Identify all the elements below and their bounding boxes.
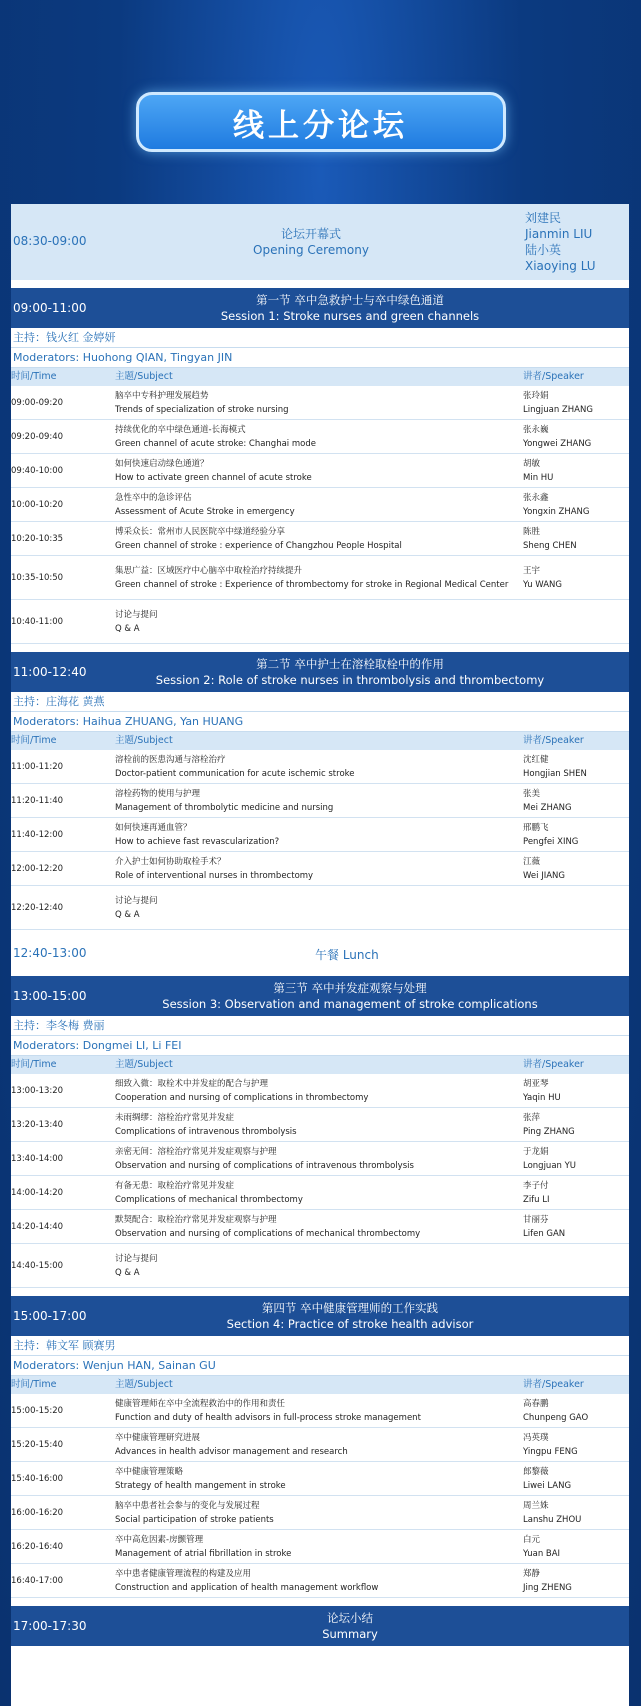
- agenda-row: [11, 1462, 629, 1496]
- spacer: [11, 1598, 629, 1606]
- agenda-subject: [115, 787, 333, 815]
- subject-en: Advances in health advisor management and research: [115, 1446, 348, 1457]
- agenda-speaker: [523, 1567, 572, 1595]
- summary-header: [11, 1606, 629, 1646]
- agenda-time: 11:00-11:20: [11, 761, 64, 772]
- agenda-speaker: [523, 389, 593, 417]
- agenda-row: [11, 1530, 629, 1564]
- subject-zh: 博采众长：常州市人民医院卒中绿道经验分享: [115, 526, 286, 537]
- col-subject-label: 主题/Subject: [115, 1379, 173, 1390]
- agenda-time: 12:20-12:40: [11, 902, 64, 913]
- agenda-time: 10:40-11:00: [11, 616, 64, 627]
- agenda-subject: [115, 821, 279, 849]
- agenda-subject: [115, 1567, 378, 1595]
- lunch-row: [11, 938, 629, 968]
- agenda-speaker: [523, 1533, 560, 1561]
- speaker-zh: 胡敏: [523, 458, 541, 469]
- subject-zh: 讨论与提问: [115, 609, 158, 620]
- speaker-zh: 郑静: [523, 1568, 541, 1579]
- speaker-en: Liwei LANG: [523, 1480, 572, 1491]
- opening-speaker: Jianmin LIU: [525, 227, 593, 241]
- agenda-time: 14:20-14:40: [11, 1221, 64, 1232]
- speaker-zh: 李子付: [523, 1180, 549, 1191]
- subject-zh: 如何快速启动绿色通道？: [115, 458, 209, 469]
- column-header: [11, 1376, 629, 1394]
- agenda-row: [11, 386, 629, 420]
- subject-en: Cooperation and nursing of complications in thrombectomy: [115, 1092, 369, 1103]
- agenda-subject: [115, 608, 158, 636]
- opening-row: [11, 204, 629, 280]
- agenda-speaker: [523, 753, 587, 781]
- subject-en: Social participation of stroke patients: [115, 1514, 274, 1525]
- subject-zh: 脑卒中专科护理发展趋势: [115, 390, 209, 401]
- speaker-en: Chunpeng GAO: [523, 1412, 589, 1423]
- speaker-zh: 高春鹏: [523, 1398, 549, 1409]
- subject-zh: 细致入微：取栓术中并发症的配合与护理: [115, 1078, 269, 1089]
- agenda-speaker: [523, 525, 577, 553]
- agenda-subject: [115, 1397, 421, 1425]
- agenda-subject: [115, 389, 289, 417]
- agenda-time: 11:20-11:40: [11, 795, 64, 806]
- agenda-subject: [115, 753, 355, 781]
- subject-en: Q & A: [115, 909, 140, 920]
- speaker-zh: 沈红健: [523, 754, 549, 765]
- speaker-zh: 张永巍: [523, 424, 549, 435]
- sessions-container: [11, 280, 629, 1606]
- moderators-en: Moderators: Dongmei LI, Li FEI: [11, 1036, 629, 1056]
- agenda-time: 15:20-15:40: [11, 1439, 64, 1450]
- agenda-row: [11, 886, 629, 930]
- agenda-subject: [115, 1213, 420, 1241]
- agenda-speaker: [523, 1077, 561, 1105]
- col-time-label: 时间/Time: [11, 1379, 57, 1390]
- agenda-time: 13:00-13:20: [11, 1085, 64, 1096]
- subject-zh: 介入护士如何协助取栓手术？: [115, 856, 226, 867]
- session-title-zh: 第三节 卒中并发症观察与处理: [273, 981, 427, 995]
- moderators-zh: 主持：钱火红 金婷妍: [11, 328, 629, 348]
- moderators-en: Moderators: Haihua ZHUANG, Yan HUANG: [11, 712, 629, 732]
- speaker-zh: 胡亚琴: [523, 1078, 549, 1089]
- agenda-row: [11, 818, 629, 852]
- column-header: [11, 732, 629, 750]
- moderators-en: Moderators: Huohong QIAN, Tingyan JIN: [11, 348, 629, 368]
- subject-zh: 卒中患者健康管理流程的构建及应用: [115, 1568, 252, 1579]
- opening-speaker: 刘建民: [525, 211, 562, 225]
- summary-time: 17:00-17:30: [13, 1619, 87, 1633]
- speaker-zh: 于龙娟: [523, 1146, 549, 1157]
- session-time: 15:00-17:00: [13, 1309, 87, 1323]
- agenda-time: 10:35-10:50: [11, 572, 64, 583]
- subject-en: Green channel of stroke : Experience of thrombectomy for stroke in Regional Medical Center: [115, 579, 509, 590]
- session-title: [101, 292, 599, 324]
- speaker-en: Jing ZHENG: [523, 1582, 572, 1593]
- subject-zh: 健康管理师在卒中全流程救治中的作用和责任: [115, 1398, 286, 1409]
- agenda-row: [11, 600, 629, 644]
- agenda-subject: [115, 1499, 274, 1527]
- subject-zh: 脑卒中患者社会参与的变化与发展过程: [115, 1500, 260, 1511]
- col-subject-label: 主题/Subject: [115, 735, 173, 746]
- agenda-time: 11:40-12:00: [11, 829, 64, 840]
- col-subject-label: 主题/Subject: [115, 371, 173, 382]
- subject-en: Observation and nursing of complications of mechanical thrombectomy: [115, 1228, 421, 1239]
- spacer: [11, 644, 629, 652]
- agenda-time: 14:40-15:00: [11, 1260, 64, 1271]
- agenda-speaker: [523, 491, 590, 519]
- agenda-subject: [115, 855, 313, 883]
- speaker-zh: 白元: [523, 1534, 541, 1545]
- subject-zh: 有备无患：取栓治疗常见并发症: [115, 1180, 235, 1191]
- session-time: 09:00-11:00: [13, 301, 87, 315]
- lunch-label: 午餐 Lunch: [315, 948, 379, 962]
- agenda-subject: [115, 423, 316, 451]
- speaker-en: Lingjuan ZHANG: [523, 404, 593, 415]
- speaker-en: Lifen GAN: [523, 1228, 566, 1239]
- opening-title-zh: 论坛开幕式: [280, 227, 341, 241]
- moderators-en: Moderators: Wenjun HAN, Sainan GU: [11, 1356, 629, 1376]
- subject-en: Management of atrial fibrillation in stroke: [115, 1548, 292, 1559]
- agenda-time: 14:00-14:20: [11, 1187, 64, 1198]
- speaker-zh: 张美: [523, 788, 541, 799]
- agenda-subject: [115, 1179, 303, 1207]
- agenda-row: [11, 852, 629, 886]
- subject-zh: 未雨绸缪：溶栓治疗常见并发症: [115, 1112, 235, 1123]
- subject-en: Green channel of stroke : experience of Changzhou People Hospital: [115, 540, 402, 551]
- agenda-time: 15:00-15:20: [11, 1405, 64, 1416]
- agenda-row: [11, 1210, 629, 1244]
- agenda-row: [11, 1176, 629, 1210]
- session-header: [11, 288, 629, 328]
- speaker-zh: 邢鹏飞: [523, 822, 549, 833]
- speaker-en: Yuan BAI: [523, 1548, 561, 1559]
- spacer: [11, 1288, 629, 1296]
- agenda-row: [11, 454, 629, 488]
- speaker-en: Zifu LI: [523, 1194, 550, 1205]
- agenda-time: 15:40-16:00: [11, 1473, 64, 1484]
- subject-zh: 急性卒中的急诊评估: [115, 492, 192, 503]
- session-header: [11, 652, 629, 692]
- agenda-row: [11, 1108, 629, 1142]
- agenda-subject: [115, 1077, 368, 1105]
- agenda-row: [11, 1074, 629, 1108]
- agenda-subject: [115, 1145, 414, 1173]
- agenda-row: [11, 522, 629, 556]
- speaker-zh: 冯英璞: [523, 1432, 549, 1443]
- col-speaker-label: 讲者/Speaker: [523, 371, 584, 382]
- spacer: [11, 280, 629, 288]
- agenda-time: 09:20-09:40: [11, 431, 64, 442]
- agenda-speaker: [523, 1465, 571, 1493]
- agenda-time: 13:40-14:00: [11, 1153, 64, 1164]
- opening-speaker: 陆小英: [525, 243, 562, 257]
- spacer: [11, 968, 629, 976]
- speaker-en: Mei ZHANG: [523, 802, 572, 813]
- agenda-speaker: [523, 787, 572, 815]
- agenda-speaker: [523, 423, 591, 451]
- speaker-zh: 张玲娟: [523, 390, 549, 401]
- session-header: [11, 976, 629, 1016]
- col-time-label: 时间/Time: [11, 735, 57, 746]
- session-title-en: Session 2: Role of stroke nurses in thrombolysis and thrombectomy: [155, 673, 545, 687]
- speaker-en: Pengfei XING: [523, 836, 579, 847]
- session-title-en: Section 4: Practice of stroke health advisor: [226, 1317, 474, 1331]
- session-title: [101, 980, 599, 1012]
- session-time: 13:00-15:00: [13, 989, 87, 1003]
- agenda-row: [11, 1428, 629, 1462]
- agenda-time: 10:20-10:35: [11, 533, 64, 544]
- speaker-en: Hongjian SHEN: [523, 768, 587, 779]
- subject-en: Q & A: [115, 623, 140, 634]
- speaker-zh: 郎黎薇: [523, 1466, 549, 1477]
- session-title: [101, 1300, 599, 1332]
- agenda-subject: [115, 1111, 297, 1139]
- speaker-zh: 周兰姝: [523, 1500, 549, 1511]
- moderators-zh: 主持：李冬梅 费丽: [11, 1016, 629, 1036]
- subject-en: Strategy of health mangement in stroke: [115, 1480, 286, 1491]
- agenda-speaker: [523, 1179, 550, 1207]
- agenda-row: [11, 1394, 629, 1428]
- agenda-speaker: [523, 1145, 576, 1173]
- agenda-subject: [115, 1465, 286, 1493]
- agenda-speaker: [523, 855, 565, 883]
- subject-zh: 卒中高危因素-房颤管理: [115, 1534, 204, 1545]
- speaker-en: Sheng CHEN: [523, 540, 577, 551]
- subject-en: Complications of mechanical thrombectomy: [115, 1194, 303, 1205]
- subject-zh: 讨论与提问: [115, 895, 158, 906]
- subject-en: Complications of intravenous thrombolysis: [115, 1126, 297, 1137]
- subject-zh: 默契配合：取栓治疗常见并发症观察与护理: [115, 1214, 277, 1225]
- agenda-time: 16:00-16:20: [11, 1507, 64, 1518]
- session-title: [101, 656, 599, 688]
- agenda-speaker: [523, 1213, 565, 1241]
- subject-en: Observation and nursing of complications of intravenous thrombolysis: [115, 1160, 414, 1171]
- agenda-subject: [115, 1431, 348, 1459]
- opening-time: 08:30-09:00: [13, 234, 87, 248]
- speaker-zh: 张永鑫: [523, 492, 549, 503]
- column-header: [11, 368, 629, 386]
- subject-zh: 溶栓药物的使用与护理: [115, 788, 201, 799]
- schedule-sheet: [11, 204, 629, 1706]
- col-subject-label: 主题/Subject: [115, 1059, 173, 1070]
- session-title-en: Session 1: Stroke nurses and green channels: [220, 309, 480, 323]
- col-time-label: 时间/Time: [11, 371, 57, 382]
- subject-zh: 卒中健康管理策略: [115, 1466, 184, 1477]
- agenda-row: [11, 1564, 629, 1598]
- agenda-time: 09:40-10:00: [11, 465, 64, 476]
- summary-title-zh: 论坛小结: [327, 1611, 373, 1625]
- speaker-zh: 张萍: [523, 1112, 541, 1123]
- subject-zh: 亲密无间：溶栓治疗常见并发症观察与护理: [115, 1146, 277, 1157]
- spacer: [11, 930, 629, 938]
- opening-title-en: Opening Ceremony: [253, 243, 369, 257]
- agenda-subject: [115, 525, 402, 553]
- agenda-row: [11, 1244, 629, 1288]
- speaker-en: Yingpu FENG: [523, 1446, 578, 1457]
- subject-zh: 如何快速再通血管？: [115, 822, 192, 833]
- speaker-zh: 陈胜: [523, 526, 541, 537]
- agenda-subject: [115, 564, 508, 592]
- speaker-en: Yaqin HU: [523, 1092, 561, 1103]
- subject-en: Green channel of acute stroke: Changhai mode: [115, 438, 316, 449]
- subject-zh: 讨论与提问: [115, 1253, 158, 1264]
- session-title-en: Session 3: Observation and management of stroke complications: [162, 997, 538, 1011]
- speaker-zh: 江薇: [523, 856, 541, 867]
- speaker-en: Longjuan YU: [523, 1160, 577, 1171]
- subject-en: Management of thrombolytic medicine and nursing: [115, 802, 334, 813]
- speaker-zh: 王宇: [523, 565, 541, 576]
- subject-zh: 集思广益：区域医疗中心脑卒中取栓治疗持续提升: [115, 565, 303, 576]
- speaker-en: Yu WANG: [523, 579, 563, 590]
- agenda-speaker: [523, 1431, 578, 1459]
- agenda-speaker: [523, 821, 578, 849]
- session-header: [11, 1296, 629, 1336]
- agenda-speaker: [523, 1111, 575, 1139]
- agenda-row: [11, 784, 629, 818]
- speaker-en: Wei JIANG: [523, 870, 565, 881]
- page-title: 线上分论坛: [136, 92, 506, 152]
- summary-title-en: Summary: [322, 1627, 378, 1641]
- col-time-label: 时间/Time: [11, 1059, 57, 1070]
- subject-zh: 持续优化的卒中绿色通道-长海模式: [115, 424, 246, 435]
- agenda-time: 10:00-10:20: [11, 499, 64, 510]
- session-title-zh: 第四节 卒中健康管理师的工作实践: [261, 1301, 439, 1315]
- subject-zh: 卒中健康管理研究进展: [115, 1432, 201, 1443]
- col-speaker-label: 讲者/Speaker: [523, 1059, 584, 1070]
- session-time: 11:00-12:40: [13, 665, 87, 679]
- agenda-row: [11, 750, 629, 784]
- subject-en: Trends of specialization of stroke nursing: [115, 404, 289, 415]
- agenda-speaker: [523, 1499, 581, 1527]
- speaker-en: Lanshu ZHOU: [523, 1514, 582, 1525]
- subject-en: How to activate green channel of acute stroke: [115, 472, 312, 483]
- speaker-en: Yongwei ZHANG: [523, 438, 592, 449]
- subject-en: How to achieve fast revascularization?: [115, 836, 280, 847]
- agenda-row: [11, 488, 629, 522]
- moderators-zh: 主持：庄海花 黄燕: [11, 692, 629, 712]
- agenda-row: [11, 420, 629, 454]
- agenda-row: [11, 556, 629, 600]
- subject-en: Role of interventional nurses in thrombectomy: [115, 870, 314, 881]
- moderators-zh: 主持：韩文军 顾赛男: [11, 1336, 629, 1356]
- column-header: [11, 1056, 629, 1074]
- speaker-en: Min HU: [523, 472, 554, 483]
- speaker-en: Ping ZHANG: [523, 1126, 575, 1137]
- agenda-subject: [115, 1252, 158, 1280]
- agenda-subject: [115, 1533, 291, 1561]
- subject-zh: 溶栓前的医患沟通与溶栓治疗: [115, 754, 226, 765]
- session-title-zh: 第二节 卒中护士在溶栓取栓中的作用: [256, 657, 444, 671]
- col-speaker-label: 讲者/Speaker: [523, 735, 584, 746]
- agenda-speaker: [523, 457, 553, 485]
- session-title-zh: 第一节 卒中急救护士与卒中绿色通道: [256, 293, 444, 307]
- agenda-time: 13:20-13:40: [11, 1119, 64, 1130]
- speaker-zh: 甘丽芬: [523, 1214, 549, 1225]
- agenda-subject: [115, 457, 312, 485]
- agenda-time: 12:00-12:20: [11, 863, 64, 874]
- agenda-time: 09:00-09:20: [11, 397, 64, 408]
- subject-en: Function and duty of health advisors in full-process stroke management: [115, 1412, 421, 1423]
- col-speaker-label: 讲者/Speaker: [523, 1379, 584, 1390]
- subject-en: Construction and application of health management workflow: [115, 1582, 379, 1593]
- lunch-time: 12:40-13:00: [13, 946, 87, 960]
- speaker-en: Yongxin ZHANG: [523, 506, 590, 517]
- agenda-speaker: [523, 1397, 588, 1425]
- agenda-row: [11, 1496, 629, 1530]
- agenda-row: [11, 1142, 629, 1176]
- subject-en: Doctor-patient communication for acute ischemic stroke: [115, 768, 355, 779]
- agenda-time: 16:20-16:40: [11, 1541, 64, 1552]
- agenda-speaker: [523, 564, 562, 592]
- agenda-time: 16:40-17:00: [11, 1575, 64, 1586]
- subject-en: Assessment of Acute Stroke in emergency: [115, 506, 295, 517]
- subject-en: Q & A: [115, 1267, 140, 1278]
- agenda-subject: [115, 894, 158, 922]
- agenda-subject: [115, 491, 295, 519]
- opening-speaker: Xiaoying LU: [525, 259, 596, 273]
